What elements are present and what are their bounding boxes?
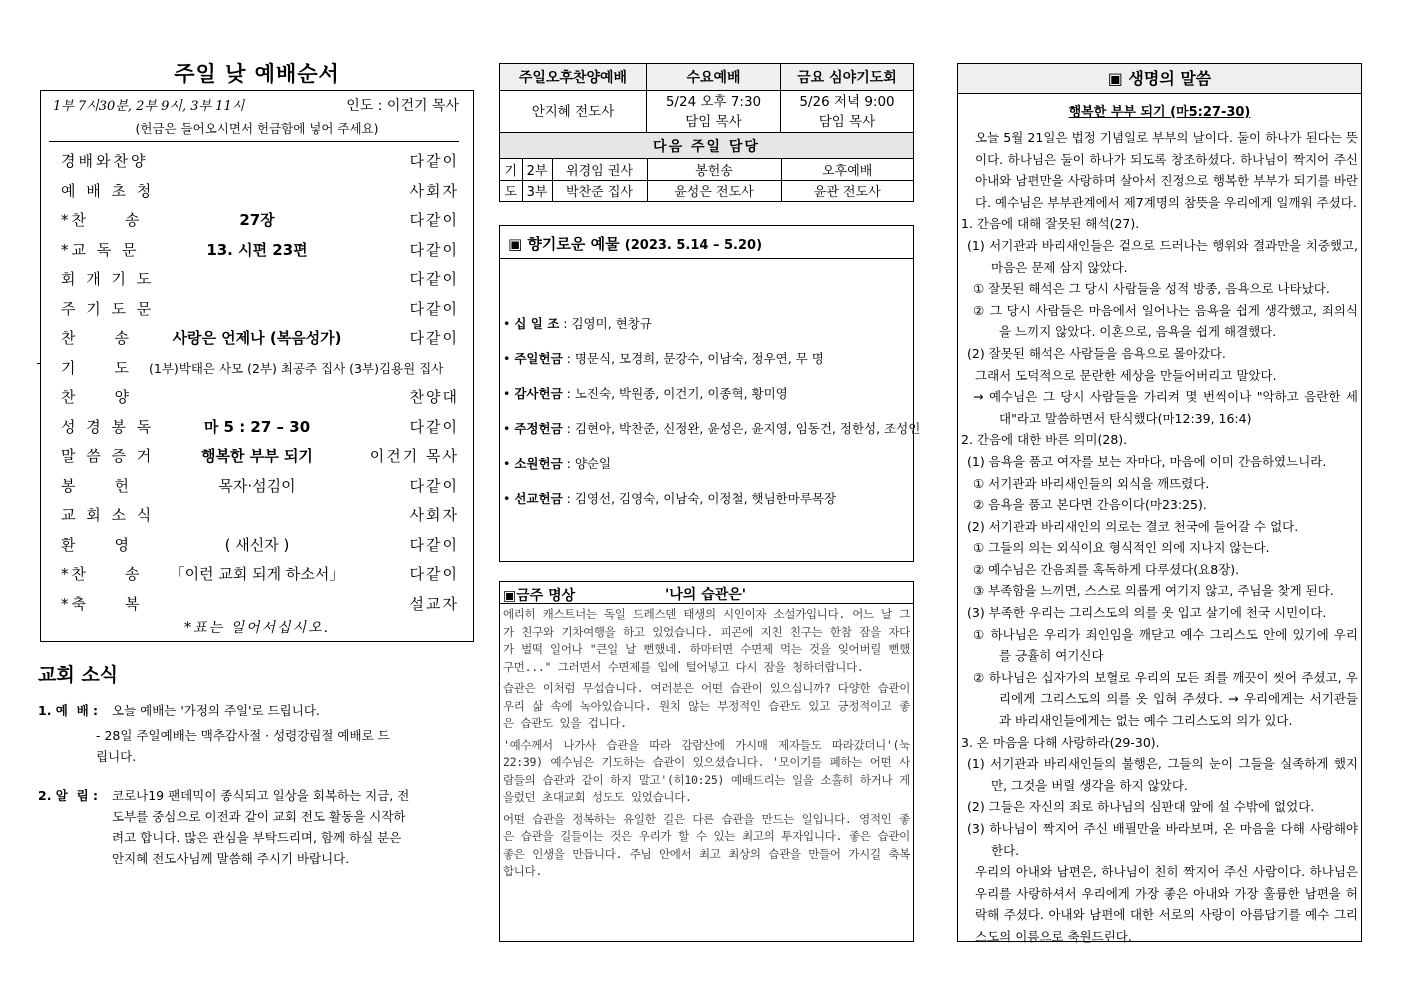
sermon-line: (3) 하나님이 짝지어 주신 배필만을 바라보며, 온 마음을 다해 사랑해야 한다. [967, 821, 1358, 858]
offering-title [508, 233, 762, 254]
order-row [41, 498, 473, 527]
offering-item [503, 454, 611, 472]
order-person: 사회자 [409, 506, 459, 524]
sermon-subtitle: 행복한 부부 되기 (마5:27-30) [1068, 105, 1251, 120]
offering-item [503, 314, 652, 332]
order-person: 다같이 [409, 299, 459, 318]
bullet-icon: • [503, 456, 515, 471]
order-row [41, 557, 473, 586]
order-label: *축 복 [61, 594, 143, 613]
offering-names: 양순일 [574, 456, 612, 471]
duty-label: 기 [500, 159, 522, 180]
sermon-body [961, 127, 1358, 948]
meditation-paragraph: 습관은 이처럼 무섭습니다. 여러분은 어떤 습관이 있으십니까? 다양한 습관이 우리 삶 속에 녹아있습니다. 원치 않는 부정적인 습관도 있고 긍정적이고 좋은 습관도 있을 겁니다. [503, 681, 910, 730]
meditation-title: ▣금주 명상 [503, 588, 576, 604]
sermon-line: ② 그 당시 사람들은 마음에서 일어나는 음욕을 쉽게 생각했고, 죄의식을 느끼지 않았다. 이혼으로, 음욕을 쉽게 해결했다. [973, 302, 1358, 340]
bullet-icon: • [503, 351, 515, 366]
sermon-line: ① 잘못된 해석은 그 당시 사람들을 성적 방종, 음욕으로 나타났다. [973, 281, 1330, 297]
bullet-icon: • [503, 386, 515, 401]
separator: : [562, 386, 575, 401]
offering-item [503, 384, 788, 402]
offering-label: 주정헌금 [514, 421, 563, 436]
duty-afternoon: 오후예배 [781, 159, 913, 180]
order-label: 찬 양 [61, 388, 132, 406]
header-sunday-afternoon: 주일오후찬양예배 [500, 64, 647, 91]
schedule-cell [500, 91, 647, 133]
order-label: 기 도 [61, 358, 132, 377]
order-row [41, 469, 473, 498]
separator: : [562, 491, 575, 506]
order-person: 다같이 [409, 329, 459, 347]
meditation-paragraph: 어떤 습관을 정복하는 유일한 길은 다른 습관을 만드는 일입니다. 영적인 좋은 습관을 길들이는 것은 우리가 할 수 있는 최고의 투자입니다. 좋은 습관이 좋은 인생을 만듭니다. 주님 안에서 최고 최상의 습관을 만들어 가시길 축복합니다. [503, 811, 910, 878]
news-text: - 28일 주일예배는 맥추감사절 · 성령강림절 예배로 드립니다. [96, 728, 390, 764]
offering-item [503, 489, 836, 507]
order-row [41, 380, 473, 409]
cell-line: 안지혜 전도사 [531, 103, 615, 120]
duty-name: 위경임 권사 [552, 159, 647, 180]
duty-offer: 봉헌송 [647, 159, 781, 180]
news-text: 오늘 예배는 '가정의 주일'로 드립니다. [112, 703, 320, 718]
sermon-line: (1) 음욕을 품고 여자를 보는 자마다, 마음에 이미 간음하였느니라. [967, 453, 1327, 469]
sermon-line: (2) 잘못된 해석은 사람들을 음욕으로 몰아갔다. [967, 345, 1226, 361]
duty-label: 도 [500, 180, 522, 201]
church-news-title: 교회 소식 [38, 664, 119, 686]
order-person: 다같이 [409, 152, 459, 170]
bullet-icon: • [503, 421, 515, 436]
offering-names: 노진숙, 박원종, 이건기, 이종혁, 황미영 [574, 386, 788, 401]
order-row [41, 292, 473, 321]
sermon-line: ② 음욕을 품고 본다면 간음이다(마23:25). [973, 497, 1207, 513]
offering-label: 주일헌금 [514, 351, 563, 366]
sermon-box [957, 63, 1362, 942]
meditation-paragraph: 에리히 캐스트너는 독일 드레스덴 태생의 시인이자 소설가입니다. 어느 날 그가 친구와 기차여행을 하고 있었습니다. 피곤에 지친 친구는 한참 잠을 자다가 벌떡 일어나 "큰일 날 뻔했네. 하마터면 수면제 먹는 것을 잊어버릴 뻔했구먼..." 그러면서 수면제를 입에 털어넣고 다시 잠을 청하더랍니다. [503, 607, 910, 674]
divider [49, 141, 459, 142]
sermon-title: ▣ 생명의 말씀 [958, 64, 1361, 94]
sermon-line: ① 하나님은 우리가 죄인임을 깨닫고 예수 그리스도 안에 있기에 우리를 긍휼히 여기신다 [973, 626, 1358, 664]
order-label: 성 경 봉 독 [61, 417, 155, 436]
news-label: 2. 알 림 : [38, 788, 99, 803]
offering-names: 김영선, 김영숙, 이남숙, 이정철, 햇님한마루목장 [574, 491, 837, 506]
sermon-line: → 예수님은 그 당시 사람들을 가리켜 몇 번씩이나 "악하고 음란한 세대"라고 말씀하면서 탄식했다(마12:39, 16:4) [973, 389, 1358, 426]
order-label: *교 독 문 [61, 240, 140, 259]
service-times: 1부 7시30분, 2부 9시, 3부 11시 [53, 99, 245, 114]
offering-note: (헌금은 들어오시면서 헌금함에 넣어 주세요) [135, 121, 379, 136]
duty-service: 2부 [522, 159, 552, 180]
cell-line: 담임 목사 [685, 113, 742, 130]
order-content: 마 5 : 27 – 30 [203, 417, 311, 436]
order-person: 찬양대 [409, 388, 459, 406]
sermon-line: 우리의 아내와 남편은, 하나님이 친히 짝지어 주신 사람이다. 하나님은 우리를 사랑하셔서 우리에게 가장 좋은 아내와 가장 훌륭한 남편을 허락해 주셨다. 아내와 남편에 대한 서로의 사랑이 아름답기를 예수 그리스도의 이름으로 축원드린다. [975, 864, 1358, 944]
next-sunday-title: 다음 주일 담당 [500, 133, 914, 159]
order-label: 봉 헌 [61, 476, 132, 495]
tick-mark [37, 363, 41, 364]
offering-label: 감사헌금 [514, 386, 563, 401]
order-row [41, 144, 473, 173]
meditation-box [499, 581, 914, 942]
order-content: ( 새신자 ) [224, 535, 290, 554]
order-row [41, 262, 473, 291]
header-friday: 금요 심야기도회 [781, 64, 914, 91]
separator: : [559, 316, 572, 331]
order-person: 다같이 [409, 565, 459, 583]
duty-service: 3부 [522, 180, 552, 201]
sermon-line: (2) 서기관과 바리새인의 의로는 결코 천국에 들어갈 수 없다. [967, 518, 1299, 534]
order-label: *찬 송 [61, 211, 143, 229]
order-row [41, 410, 473, 439]
duty-name: 박찬준 집사 [552, 180, 647, 201]
sermon-line: (1) 서기관과 바리새인들은 겉으로 드러나는 행위와 결과만을 치중했고, 마음은 문제 삼지 않았다. [967, 237, 1358, 275]
order-label: 회 개 기 도 [61, 270, 155, 288]
offering-label: 십 일 조 [514, 316, 560, 331]
offering-label: 소원헌금 [514, 456, 563, 471]
sermon-line: ① 서기관과 바리새인들의 외식을 깨뜨렸다. [973, 475, 1210, 491]
meditation-header [500, 582, 913, 604]
sermon-line: 2. 간음에 대한 바른 의미(28). [961, 432, 1128, 448]
sermon-line: ② 예수님은 간음죄를 혹독하게 다루셨다(요8장). [973, 561, 1240, 577]
schedule-cell [781, 91, 914, 133]
order-person: 다같이 [409, 417, 459, 436]
order-person: 다같이 [409, 476, 459, 495]
order-label: 주 기 도 문 [61, 299, 155, 318]
separator: : [562, 351, 575, 366]
order-row [41, 174, 473, 203]
offering-header [500, 226, 913, 259]
order-row [41, 203, 473, 232]
sermon-line: (1) 서기관과 바리새인들의 불행은, 그들의 눈이 그들을 실족하게 했지만, 그것을 버릴 생각을 하지 않았다. [967, 756, 1358, 793]
order-person: 다같이 [409, 270, 459, 288]
order-content: 「이런 교회 되게 하소서」 [169, 565, 345, 583]
duty-offer: 윤성은 전도사 [647, 180, 781, 201]
order-content: 행복한 부부 되기 [201, 447, 313, 465]
standing-note: *표는 일어서십시오. [183, 620, 331, 636]
offering-period: (2023. 5.14 – 5.20) [624, 238, 763, 253]
bullet-icon: • [503, 316, 515, 331]
sermon-line: (3) 부족한 우리는 그리스도의 의를 옷 입고 살기에 천국 시민이다. [967, 605, 1327, 621]
offering-item [503, 419, 920, 437]
sermon-line: 3. 온 마음을 다해 사랑하라(29-30). [961, 734, 1160, 750]
meditation-subtitle: '나의 습관은' [665, 587, 747, 603]
order-row [41, 351, 473, 380]
order-row [41, 528, 473, 557]
sermon-line: ① 그들의 의는 외식이요 형식적인 의에 지나지 않는다. [973, 540, 1270, 556]
order-label: 교 회 소 식 [61, 506, 155, 524]
offering-title-text: ▣ 향기로운 예물 [508, 235, 620, 253]
offering-item [503, 349, 824, 367]
order-label: 예 배 초 청 [61, 181, 155, 200]
sermon-line: ② 하나님은 십자가의 보혈로 우리의 모든 죄를 깨끗이 씻어 주셨고, 우리에게 그리스도의 의를 옷 입혀 주셨다. → 우리에게는 서기관들과 바리새인들에게는 없는 예수 그리스도의 의가 있다. [973, 669, 1358, 729]
duty-afternoon: 윤관 전도사 [813, 185, 881, 201]
order-label: 환 영 [61, 535, 132, 554]
order-content: 사랑은 언제나 (복음성가) [172, 329, 342, 347]
order-person: 사회자 [409, 181, 459, 200]
order-person: 다같이 [409, 535, 459, 554]
worship-order-box [40, 90, 474, 642]
separator: : [562, 456, 575, 471]
sermon-line: (2) 그들은 자신의 죄로 하나님의 심판대 앞에 설 수밖에 없었다. [967, 799, 1315, 815]
offering-names: 김현아, 박찬준, 신정완, 윤성은, 윤지영, 임동건, 정한성, 조성인 [574, 421, 921, 436]
order-person: 다같이 [409, 240, 459, 259]
offering-box [499, 225, 921, 562]
order-row [41, 321, 473, 350]
prayer-leaders: (1부)박태은 사모 (2부) 최공주 집사 (3부)김용원 집사 [149, 360, 444, 376]
news-text: 코로나19 팬데믹이 종식되고 일상을 회복하는 지금, 전도부를 중심으로 이전과 같이 교회 전도 활동을 시작하려고 합니다. 많은 관심을 부탁드리며, 함께 하실 분은 안지혜 전도사님께 말씀해 주시기 바랍니다. [112, 788, 410, 866]
cell-line: 5/26 저녁 9:00 [799, 93, 895, 110]
offering-names: 명문식, 모경희, 문강수, 이남숙, 정우연, 무 명 [574, 351, 824, 366]
order-row [41, 439, 473, 468]
news-label: 1. 예 배 : [38, 703, 99, 718]
order-person: 설교자 [409, 594, 459, 613]
sermon-line: 그래서 도덕적으로 문란한 세상을 만들어버리고 말았다. [975, 367, 1277, 383]
order-row [41, 587, 473, 616]
bullet-icon: • [503, 491, 515, 506]
order-content: 27장 [239, 211, 275, 229]
cell-line: 담임 목사 [818, 113, 876, 130]
order-label: *찬 송 [61, 565, 143, 583]
offering-names: 김영미, 현창규 [571, 316, 652, 331]
sermon-line: 1. 간음에 대해 잘못된 해석(27). [961, 216, 1140, 232]
sermon-line: ③ 부족함을 느끼면, 스스로 의롭게 여기지 않고, 주님을 찾게 된다. [973, 583, 1334, 599]
schedule-table [499, 63, 914, 202]
separator: : [562, 421, 575, 436]
order-person: 다같이 [409, 211, 459, 229]
meditation-paragraph: '예수께서 나가사 습관을 따라 감람산에 가시매 제자들도 따라갔더니'(눅22:39) 예수님은 기도하는 습관이 있으셨습니다. '모이기를 폐하는 어떤 사람들의 습관과 같이 하지 말고'(히10:25) 예배드리는 일을 소홀히 하거나 게을렀던 초대교회 성도도 있었습니다. [503, 737, 910, 804]
order-content: 13. 시편 23편 [206, 240, 308, 259]
header-wednesday: 수요예배 [647, 64, 781, 91]
cell-line: 5/24 오후 7:30 [665, 93, 762, 110]
order-label: 말 씀 증 거 [61, 447, 155, 465]
order-person: 이건기 목사 [369, 447, 459, 465]
worship-order-title: 주일 낮 예배순서 [174, 62, 340, 86]
offering-label: 선교헌금 [514, 491, 563, 506]
order-content: 목자·섬김이 [218, 476, 296, 495]
schedule-cell [647, 91, 781, 133]
sermon-line: 오늘 5월 21일은 법정 기념일로 부부의 날이다. 둘이 하나가 된다는 뜻이다. 하나님은 둘이 하나가 되도록 창조하셨다. 하나님이 짝지어 주신 아내와 남편만을 사랑하며 살아서 진정으로 행복한 부부가 되기를 바란다. 예수님은 부부관계에서 제7계명의 참뜻을 우리에게 일깨워 주셨다. [975, 130, 1358, 210]
order-label: 경배와찬양 [61, 152, 149, 170]
order-row [41, 233, 473, 262]
meditation-text [503, 606, 910, 885]
order-label: 찬 송 [61, 329, 132, 347]
duty-table [500, 159, 913, 201]
worship-leader: 인도 : 이건기 목사 [346, 98, 459, 114]
